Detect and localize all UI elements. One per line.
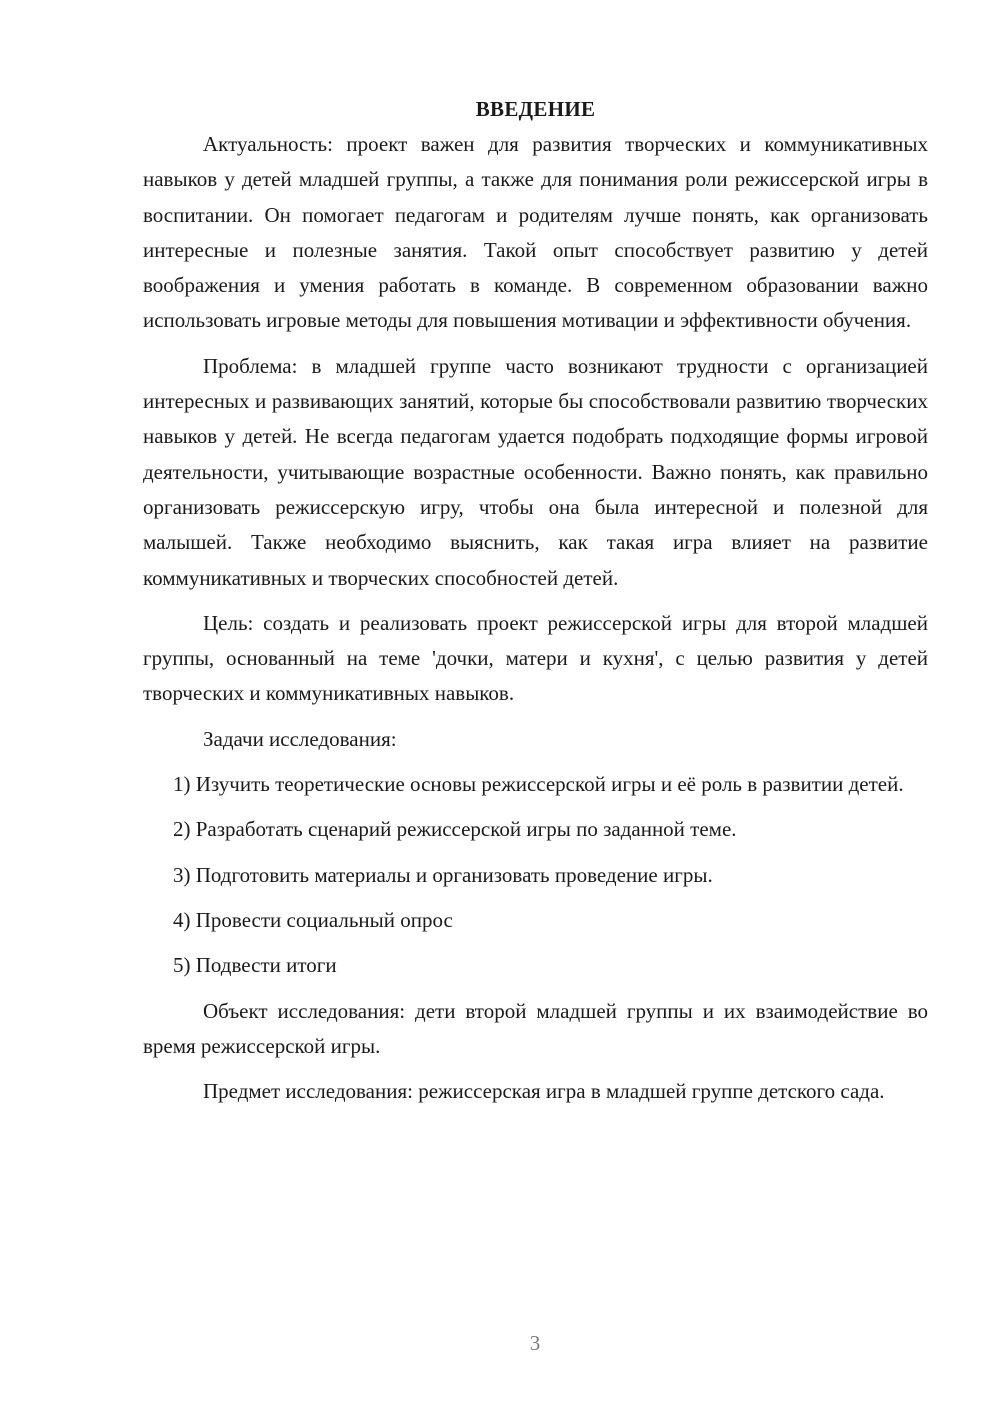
document-page — [143, 92, 928, 1119]
task-item: 5) Подвести итоги — [173, 953, 337, 978]
paragraph-problem: Проблема: в младшей группе часто возникают трудности с организацией интересных и развивающих занятий, которые бы способствовали развитию творческих навыков у детей. Не всегда педагогам удается подобрать подходящие формы игровой деятельности, учитывающие возрастные особенности. Важно понять, как правильно организовать режиссерскую игру, чтобы она была интересной и полезной для малышей. Также необходимо выяснить, как такая игра влияет на развитие коммуникативных и творческих способностей детей. — [143, 353, 928, 590]
page-number: 3 — [529, 1331, 541, 1355]
task-item: 2) Разработать сценарий режиссерской игры по заданной теме. — [173, 817, 737, 842]
task-item: 3) Подготовить материалы и организовать проведение игры. — [173, 862, 713, 887]
paragraph-subject: Предмет исследования: режиссерская игра в младшей группе детского сада. — [203, 1079, 885, 1104]
paragraph-object: Объект исследования: дети второй младшей группы и их взаимодействие во время режиссерской игры. — [143, 998, 928, 1058]
task-item: 4) Провести социальный опрос — [173, 907, 453, 932]
paragraph-goal: Цель: создать и реализовать проект режиссерской игры для второй младшей группы, основанный на теме 'дочки, матери и кухня', с целью развития у детей творческих и коммуникативных навыков. — [143, 610, 928, 706]
task-item: 1) Изучить теоретические основы режиссерской игры и её роль в развитии детей. — [173, 772, 904, 797]
page-title: ВВЕДЕНИЕ — [475, 97, 596, 121]
paragraph-relevance: Актуальность: проект важен для развития творческих и коммуникативных навыков у детей младшей группы, а также для понимания роли режиссерской игры в воспитании. Он помогает педагогам и родителям лучше понять, как организовать интересные и полезные занятия. Такой опыт способствует развитию у детей воображения и умения работать в команде. В современном образовании важно использовать игровые методы для повышения мотивации и эффективности обучения. — [143, 132, 928, 333]
tasks-heading: Задачи исследования: — [203, 726, 397, 751]
